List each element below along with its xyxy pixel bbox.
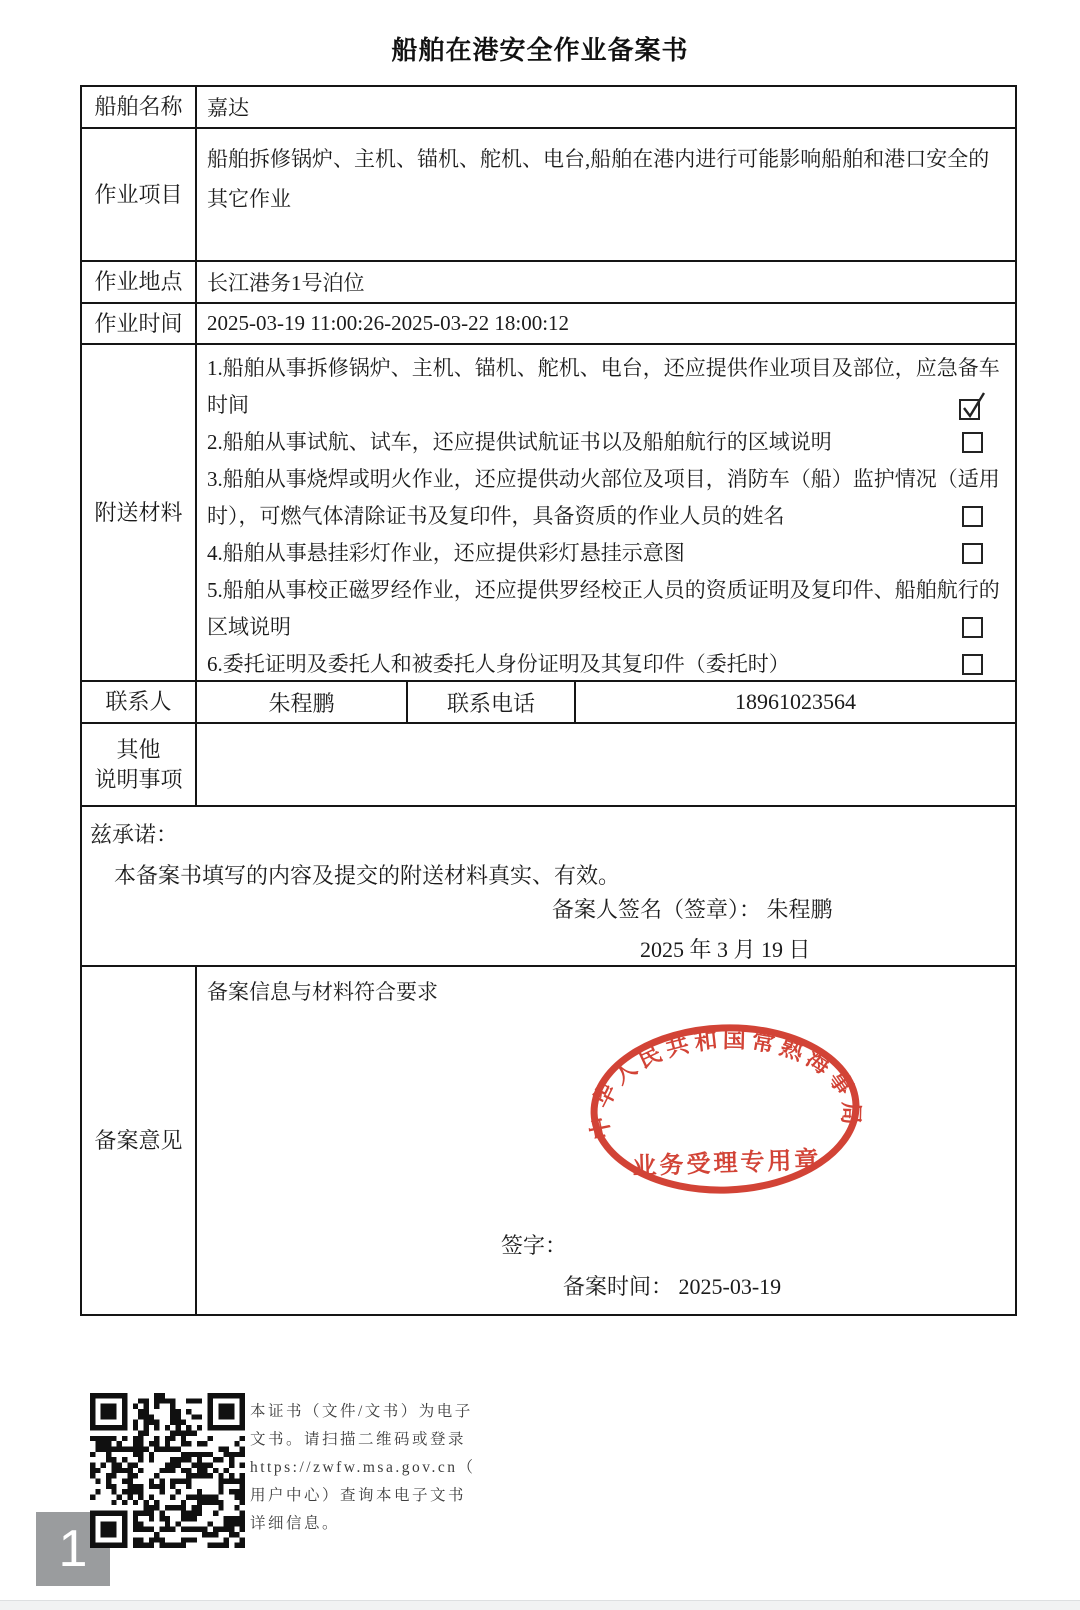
seal-bottom-text: 业务受理专用章 <box>632 1147 822 1181</box>
material-item <box>207 461 1007 535</box>
other-notes-label <box>82 724 197 805</box>
contact-phone-value: 18961023564 <box>735 689 856 714</box>
material-item <box>207 535 1007 572</box>
note-line: 详细信息。 <box>250 1515 341 1532</box>
qr-code <box>90 1393 245 1553</box>
row-ship-name <box>82 87 1015 129</box>
seal-arc-text: 中华人民共和国常熟海事局 <box>586 1027 864 1142</box>
promise-cell <box>82 807 1015 965</box>
operation-items-label: 作业项目 <box>82 129 197 260</box>
row-filing-opinion <box>82 967 1015 1314</box>
promise-date-line: 2025 年 3 月 19 日 <box>640 937 811 962</box>
operation-time-value: 2025-03-19 11:00:26-2025-03-22 18:00:12 <box>207 311 570 335</box>
checkbox-icon <box>962 654 983 675</box>
checkbox-icon <box>962 543 983 564</box>
operation-items-value: 船舶拆修锅炉、主机、锚机、舵机、电台,船舶在港内进行可能影响船舶和港口安全的其它作业 <box>207 147 990 211</box>
other-notes-label-line1: 其他 <box>116 736 161 762</box>
promise-body: 本备案书填写的内容及提交的附送材料真实、有效。 <box>114 863 621 888</box>
row-attached-materials <box>82 345 1015 682</box>
material-item <box>207 350 1007 424</box>
filing-opinion-cell <box>197 967 1015 1314</box>
material-item-text: 4.船舶从事悬挂彩灯作业，还应提供彩灯悬挂示意图 <box>207 541 685 565</box>
contact-phone-label: 联系电话 <box>408 682 576 722</box>
filing-opinion-result: 备案信息与材料符合要求 <box>207 980 438 1004</box>
operation-location-value: 长江港务1号泊位 <box>207 271 365 295</box>
checkbox-icon <box>962 617 983 638</box>
row-operation-items <box>82 129 1015 262</box>
attached-materials-list <box>197 345 1015 680</box>
material-item-text: 1.船舶从事拆修锅炉、主机、锚机、舵机、电台，还应提供作业项目及部位，应急备车时间 <box>207 356 1000 417</box>
other-notes-value <box>197 724 1015 805</box>
material-item <box>207 646 1007 683</box>
page-title: 船舶在港安全作业备案书 <box>391 36 689 65</box>
material-item-text: 2.船舶从事试航、试车，还应提供试航证书以及船舶航行的区域说明 <box>207 430 832 454</box>
material-item-text: 6.委托证明及委托人和被委托人身份证明及其复印件（委托时） <box>207 652 790 676</box>
material-item-text: 5.船舶从事校正磁罗经作业，还应提供罗经校正人员的资质证明及复印件、船舶航行的区域说明 <box>207 578 1000 639</box>
page-number: 1 <box>58 1520 88 1578</box>
attached-materials-label: 附送材料 <box>82 345 197 680</box>
operation-time-label: 作业时间 <box>82 304 197 343</box>
opinion-signature-label: 签字： <box>501 1233 568 1258</box>
row-contact <box>82 682 1015 724</box>
note-line: https://zwfw.msa.gov.cn（ <box>250 1459 476 1476</box>
opinion-filing-time: 备案时间： 2025-03-19 <box>563 1274 782 1299</box>
material-item <box>207 572 1007 646</box>
contact-label: 联系人 <box>82 682 197 722</box>
official-seal <box>568 1004 883 1213</box>
row-other-notes <box>82 724 1015 807</box>
row-promise <box>82 807 1015 967</box>
checkbox-icon <box>962 432 983 453</box>
filing-form-table <box>80 85 1017 1316</box>
checkbox-icon <box>962 506 983 527</box>
note-line: 本证书（文件/文书）为电子 <box>250 1403 473 1420</box>
filing-opinion-label: 备案意见 <box>82 967 197 1314</box>
note-line: 文书。请扫描二维码或登录 <box>250 1431 467 1448</box>
other-notes-label-line2: 说明事项 <box>94 766 183 792</box>
contact-name: 朱程鹏 <box>197 682 408 722</box>
promise-heading: 兹承诺： <box>90 822 179 847</box>
note-line: 用户中心）查询本电子文书 <box>250 1487 467 1504</box>
checked-checkbox-icon <box>957 390 987 422</box>
promise-signature-line: 备案人签名（签章）： 朱程鹏 <box>552 897 833 922</box>
operation-location-label: 作业地点 <box>82 262 197 302</box>
row-operation-location <box>82 262 1015 304</box>
material-item-text: 3.船舶从事烧焊或明火作业，还应提供动火部位及项目，消防车（船）监护情况（适用时），可燃气体清除证书及复印件，具备资质的作业人员的姓名 <box>207 467 1000 528</box>
ship-name-label: 船舶名称 <box>82 87 197 127</box>
ship-name-value: 嘉达 <box>207 96 249 120</box>
material-item <box>207 424 1007 461</box>
electronic-document-note <box>250 1398 580 1538</box>
svg-text:中华人民共和国常熟海事局 <box>583 1022 864 1141</box>
row-operation-time <box>82 304 1015 345</box>
